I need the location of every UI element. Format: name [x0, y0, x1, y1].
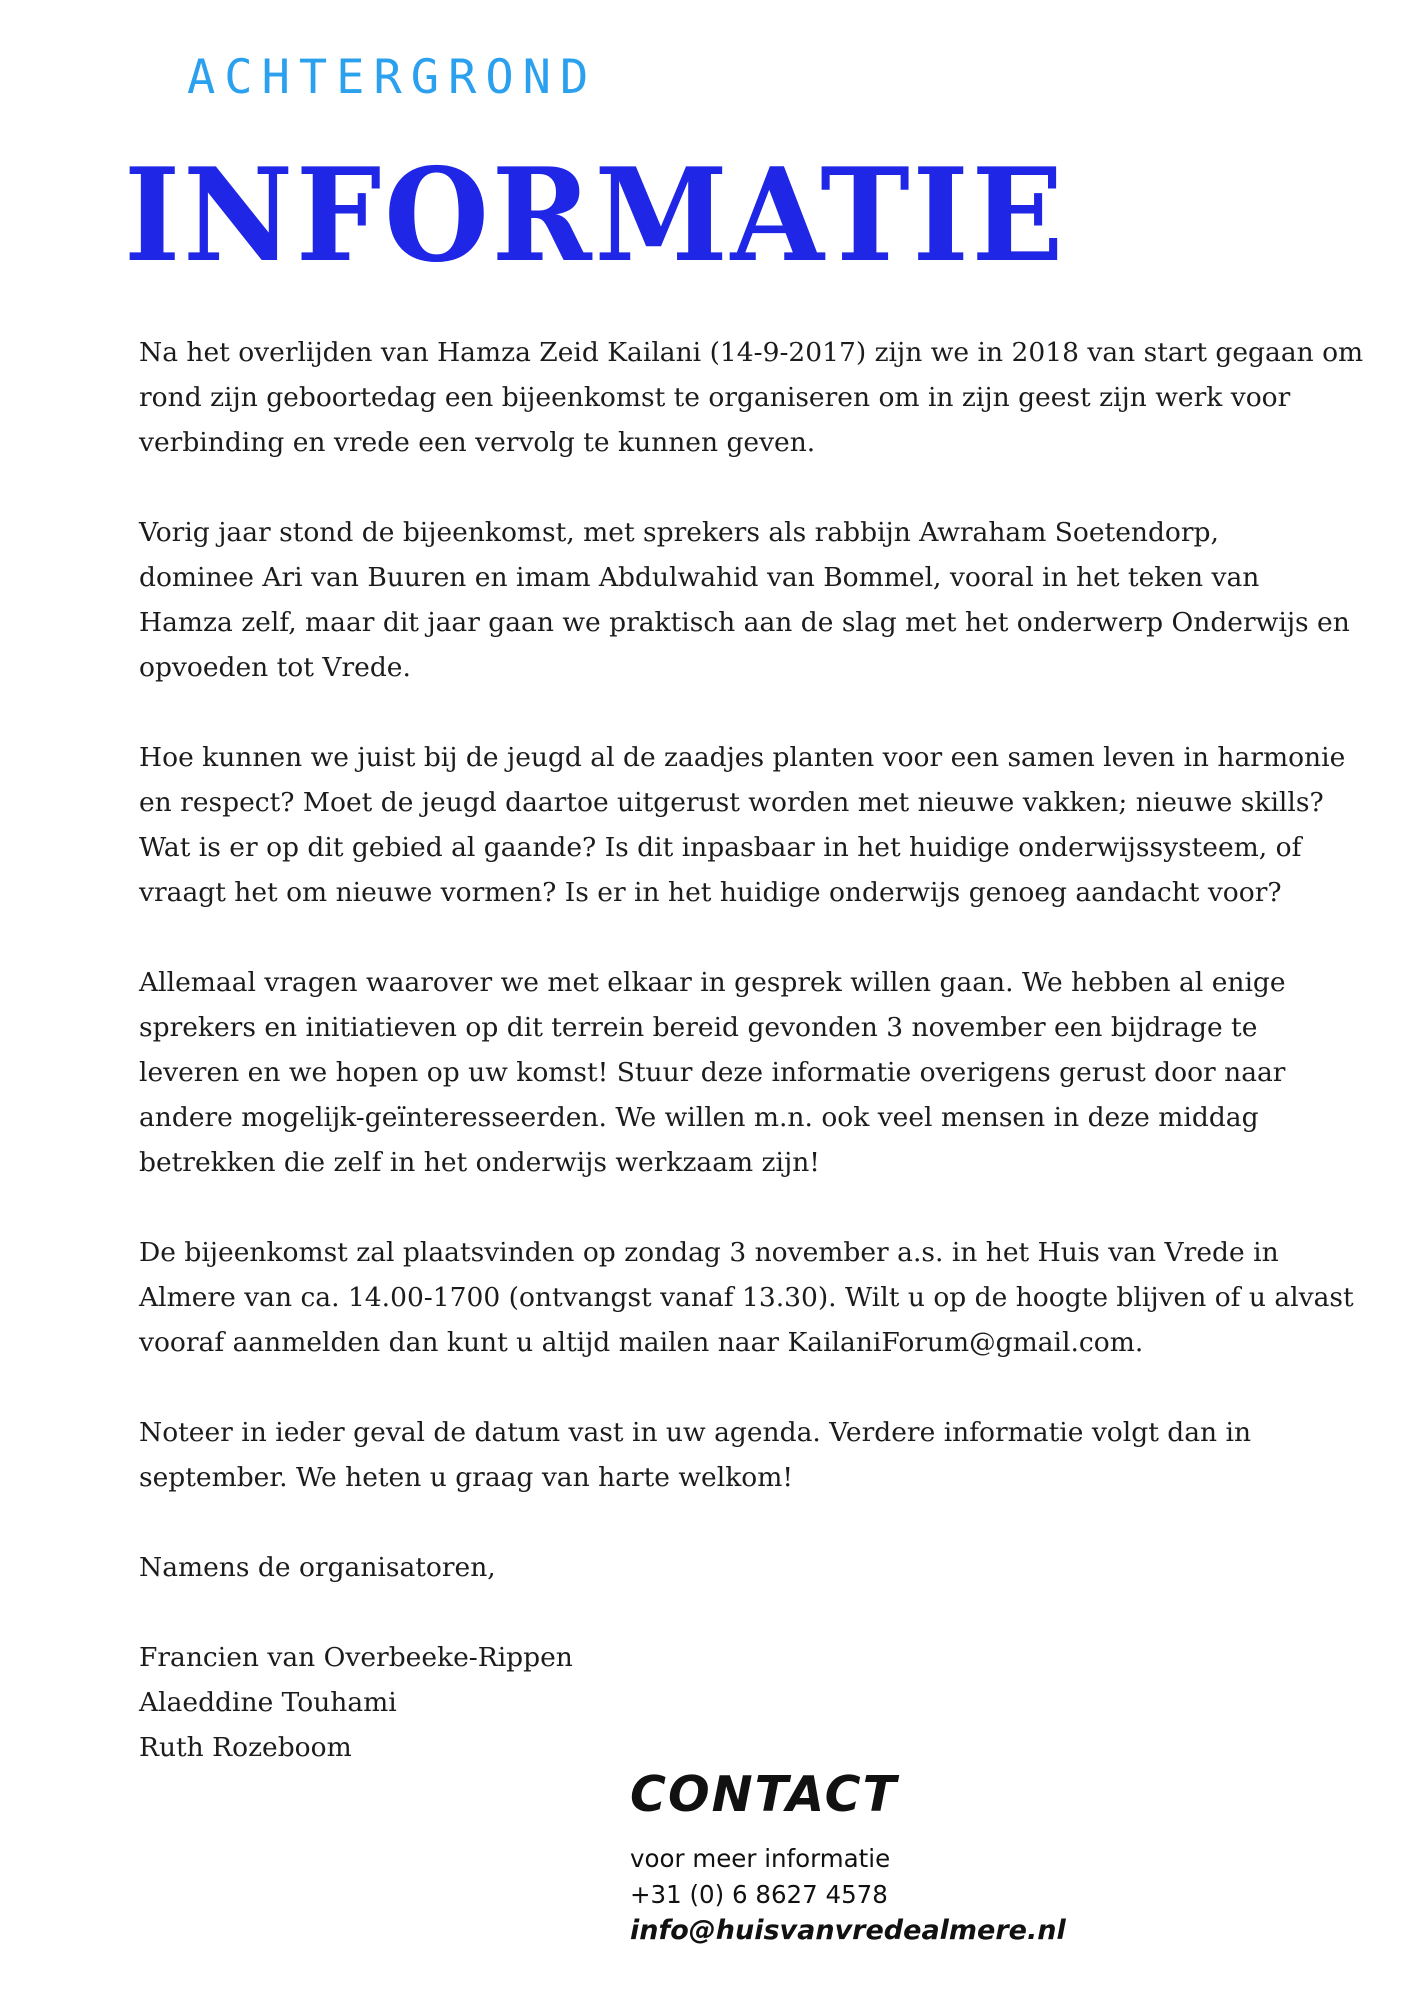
- paragraph-closing: [139, 1410, 1407, 1500]
- text-line: leveren en we hopen op uw komst! Stuur deze informatie overigens gerust door naar: [139, 1057, 1286, 1088]
- signatories-list: [139, 1635, 1407, 1770]
- text-line: Namens de organisatoren,: [139, 1552, 496, 1583]
- text-line: betrekken die zelf in het onderwijs werkzaam zijn!: [139, 1147, 820, 1178]
- text-line: september. We heten u graag van harte welkom!: [139, 1462, 793, 1493]
- paragraph-last-year: [139, 510, 1407, 690]
- signatory-name: Alaeddine Touhami: [139, 1687, 397, 1718]
- text-line: verbinding en vrede een vervolg te kunnen geven.: [139, 427, 816, 458]
- signatory-name: Ruth Rozeboom: [139, 1732, 352, 1763]
- kicker-heading: ACHTERGROND: [187, 50, 598, 105]
- text-line: Noteer in ieder geval de datum vast in uw agenda. Verdere informatie volgt dan in: [139, 1417, 1252, 1448]
- contact-block: [630, 1766, 1066, 1949]
- paragraph-intro: [139, 330, 1407, 465]
- text-line: opvoeden tot Vrede.: [139, 652, 411, 683]
- paragraph-questions: [139, 735, 1407, 915]
- contact-phone: +31 (0) 6 8627 4578: [630, 1880, 888, 1909]
- page-title: INFORMATIE: [124, 141, 1067, 291]
- text-line: vraagt het om nieuwe vormen? Is er in het huidige onderwijs genoeg aandacht voor?: [139, 877, 1282, 908]
- signatory-name: Francien van Overbeeke-Rippen: [139, 1642, 573, 1673]
- text-line: en respect? Moet de jeugd daartoe uitgerust worden met nieuwe vakken; nieuwe skills?: [139, 787, 1324, 818]
- text-line: Hamza zelf, maar dit jaar gaan we praktisch aan de slag met het onderwerp Onderwijs en: [139, 607, 1350, 638]
- text-line: Wat is er op dit gebied al gaande? Is dit inpasbaar in het huidige onderwijssysteem, of: [139, 832, 1302, 863]
- text-line: vooraf aanmelden dan kunt u altijd mailen naar KailaniForum@gmail.com.: [139, 1327, 1144, 1358]
- contact-subtitle: voor meer informatie: [630, 1844, 891, 1873]
- text-line: Almere van ca. 14.00-1700 (ontvangst vanaf 13.30). Wilt u op de hoogte blijven of u alvast: [139, 1282, 1354, 1313]
- text-line: rond zijn geboortedag een bijeenkomst te organiseren om in zijn geest zijn werk voor: [139, 382, 1291, 413]
- contact-email: info@huisvanvredealmere.nl: [630, 1915, 1066, 1946]
- text-line: Allemaal vragen waarover we met elkaar in gesprek willen gaan. We hebben al enige: [139, 967, 1286, 998]
- text-line: Vorig jaar stond de bijeenkomst, met sprekers als rabbijn Awraham Soetendorp,: [139, 517, 1219, 548]
- text-line: De bijeenkomst zal plaatsvinden op zondag 3 november a.s. in het Huis van Vrede in: [139, 1237, 1279, 1268]
- contact-title: CONTACT: [630, 1766, 899, 1823]
- text-line: Hoe kunnen we juist bij de jeugd al de zaadjes planten voor een samen leven in harmonie: [139, 742, 1346, 773]
- letter-body: [139, 330, 1407, 1815]
- text-line: dominee Ari van Buuren en imam Abdulwahid van Bommel, vooral in het teken van: [139, 562, 1260, 593]
- text-line: andere mogelijk-geïnteresseerden. We willen m.n. ook veel mensen in deze middag: [139, 1102, 1259, 1133]
- text-line: Na het overlijden van Hamza Zeid Kailani (14-9-2017) zijn we in 2018 van start gegaan om: [139, 337, 1364, 368]
- text-line: sprekers en initiatieven op dit terrein bereid gevonden 3 november een bijdrage te: [139, 1012, 1258, 1043]
- paragraph-event-details: [139, 1230, 1407, 1365]
- paragraph-invitation: [139, 960, 1407, 1185]
- paragraph-signoff: [139, 1545, 1407, 1590]
